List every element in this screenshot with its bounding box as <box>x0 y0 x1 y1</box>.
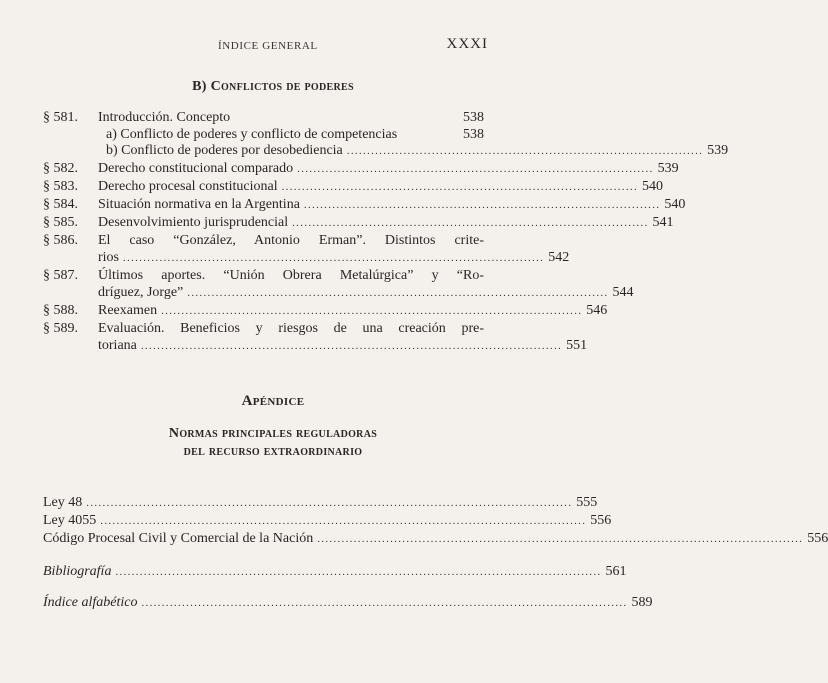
entry-text: Reexamen <box>98 303 158 318</box>
dot-leader: ........................................................................................ <box>281 181 638 193</box>
appendix-subtitle-line1: Normas principales reguladoras <box>168 426 378 441</box>
entry-page: 556 <box>590 513 612 528</box>
entry-text: Introducción. Concepto <box>98 110 231 125</box>
dot-leader: ........................................................................................................................ <box>141 597 628 609</box>
running-title: ÍNDICE GENERAL <box>218 40 318 52</box>
entry-text: Situación normativa en la Argentina <box>98 197 300 212</box>
entry-page: 539 <box>707 143 729 158</box>
entry-page: 540 <box>642 179 663 194</box>
entry-para-number: § 589. <box>43 321 78 336</box>
entry-text: a) Conflicto de poderes y conflicto de competencias <box>106 127 398 142</box>
toc-entry-bibliografia <box>43 562 627 582</box>
dot-leader: ........................................................................................................................ <box>317 533 804 545</box>
entry-para-number: § 582. <box>43 161 78 176</box>
entry-text: Código Procesal Civil y Comercial de la Nación <box>43 531 314 546</box>
page-number: XXXI <box>446 36 488 52</box>
toc-entry <box>43 493 598 513</box>
entry-text: Derecho constitucional comparado <box>98 161 294 176</box>
dot-leader: ........................................................................................................ <box>140 340 563 352</box>
entry-para-number: § 584. <box>43 197 78 212</box>
dot-leader: ........................................................................................ <box>346 145 704 157</box>
dot-leader: ........................................................................................................ <box>123 252 545 264</box>
entry-page: 544 <box>612 285 634 300</box>
entry-text: Desenvolvimiento jurisprudencial <box>98 215 289 230</box>
entry-para-number: § 585. <box>43 215 78 230</box>
entry-page: 538 <box>463 127 484 142</box>
entry-page: 538 <box>463 110 484 125</box>
section-b-title: B) Conflictos de poderes <box>192 79 354 94</box>
entry-text: Bibliografía <box>43 564 112 579</box>
entry-page: 556 <box>807 531 828 546</box>
toc-entry <box>98 213 674 233</box>
entry-text: Índice alfabético <box>43 595 138 610</box>
appendix-title: Apéndice <box>241 393 305 409</box>
entry-text: Ley 4055 <box>43 513 97 528</box>
entry-text: Evaluación. Beneficios y riesgos de una creación pre- <box>98 321 484 336</box>
dot-leader: ........................................................................................................................ <box>115 566 602 578</box>
entry-text-continued: toriana <box>98 338 137 353</box>
toc-entry <box>43 511 612 531</box>
dot-leader: ........................................................................................................................ <box>100 515 587 527</box>
toc-entry <box>106 141 729 161</box>
dot-leader: ........................................................................................................ <box>161 305 583 317</box>
entry-para-number: § 583. <box>43 179 78 194</box>
entry-page: 539 <box>657 161 679 176</box>
entry-text: Últimos aportes. “Unión Obrera Metalúrgica” y “Ro- <box>98 268 484 283</box>
toc-entry <box>98 301 608 321</box>
toc-entry <box>98 177 663 197</box>
entry-page: 546 <box>586 303 608 318</box>
entry-page: 541 <box>652 215 674 230</box>
toc-entry <box>98 336 588 356</box>
dot-leader: ........................................................................................ <box>303 199 661 211</box>
appendix-subtitle-line2: del recurso extraordinario <box>183 444 363 459</box>
entry-text-continued: dríguez, Jorge” <box>98 285 184 300</box>
entry-para-number: § 587. <box>43 268 78 283</box>
toc-entry <box>98 159 679 179</box>
entry-page: 555 <box>576 495 598 510</box>
entry-para-number: § 586. <box>43 233 78 248</box>
entry-page: 561 <box>605 564 627 579</box>
dot-leader: ........................................................................................................................ <box>86 497 573 509</box>
toc-entry <box>98 248 570 268</box>
entry-page: 589 <box>631 595 653 610</box>
entry-page: 542 <box>548 250 570 265</box>
dot-leader: ........................................................................................................ <box>187 287 609 299</box>
toc-entry-indice-alfabetico <box>43 593 653 613</box>
entry-para-number: § 581. <box>43 110 78 125</box>
entry-text: b) Conflicto de poderes por desobediencia <box>106 143 343 158</box>
toc-entry <box>98 283 634 303</box>
dot-leader: ........................................................................................ <box>297 163 654 175</box>
entry-para-number: § 588. <box>43 303 78 318</box>
entry-page: 551 <box>566 338 588 353</box>
entry-text-continued: rios <box>98 250 119 265</box>
entry-page: 540 <box>664 197 686 212</box>
toc-entry <box>98 195 686 215</box>
entry-text: Derecho procesal constitucional <box>98 179 278 194</box>
entry-text: Ley 48 <box>43 495 83 510</box>
dot-leader: ........................................................................................ <box>292 217 649 229</box>
entry-text: El caso “González, Antonio Erman”. Distintos crite- <box>98 233 484 248</box>
toc-entry <box>43 529 828 549</box>
